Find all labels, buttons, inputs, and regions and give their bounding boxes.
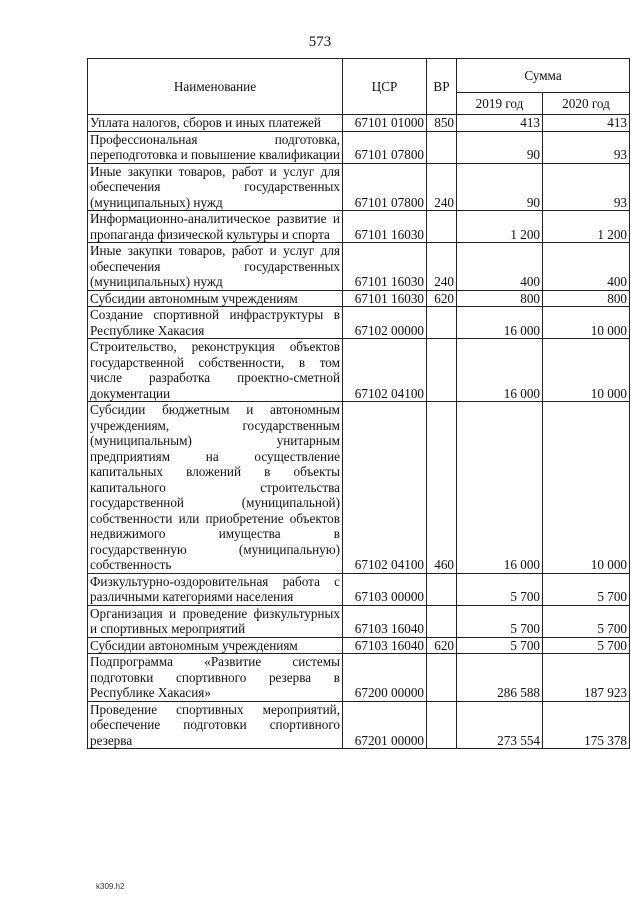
row-sum-2019-cell: 90 [457,131,543,163]
row-csr-cell: 67101 07800 [343,163,427,211]
row-name-cell: Подпрограмма «Развитие системы подготовки спортивного резерва в Республике Хакасия» [88,654,343,702]
row-sum-2020-cell: 10 000 [543,402,630,574]
row-sum-2019-cell: 5 700 [457,637,543,654]
row-name-cell: Иные закупки товаров, работ и услуг для обеспечения государственных (муниципальных) нужд [88,163,343,211]
table-row [88,605,630,637]
row-sum-2019-cell: 90 [457,163,543,211]
row-sum-2020-cell: 5 700 [543,637,630,654]
row-sum-2020-cell: 413 [543,115,630,132]
page-number: 573 [308,34,332,50]
row-sum-2019-cell: 273 554 [457,701,543,749]
header-vr: ВР [427,59,457,115]
table-row [88,307,630,339]
row-sum-2019-cell: 5 700 [457,605,543,637]
row-name-cell: Организация и проведение физкультурных и спортивных мероприятий [88,605,343,637]
table-row [88,701,630,749]
row-csr-cell: 67102 04100 [343,339,427,402]
table-header [88,59,630,115]
row-name-cell: Проведение спортивных мероприятий, обеспечение подготовки спортивного резерва [88,701,343,749]
header-sum: Сумма [457,59,630,93]
table-row [88,402,630,574]
row-csr-cell: 67101 16030 [343,290,427,307]
row-csr-cell: 67200 00000 [343,654,427,702]
row-csr-cell: 67103 00000 [343,573,427,605]
row-vr-cell [427,131,457,163]
row-vr-cell: 620 [427,637,457,654]
row-sum-2020-cell: 400 [543,243,630,291]
row-name-cell: Иные закупки товаров, работ и услуг для обеспечения государственных (муниципальных) нужд [88,243,343,291]
row-csr-cell: 67103 16040 [343,637,427,654]
header-year-2019: 2019 год [457,92,543,114]
budget-table [87,58,630,749]
row-sum-2020-cell: 800 [543,290,630,307]
row-csr-cell: 67103 16040 [343,605,427,637]
row-sum-2020-cell: 10 000 [543,339,630,402]
row-vr-cell [427,211,457,243]
header-csr: ЦСР [343,59,427,115]
row-name-cell: Субсидии бюджетным и автономным учреждениям, государственным (муниципальным) унитарным предприятиям на осуществление капитальных вложений в объекты капитального строительства государственной (муниципальной) собственности или приобретение объектов недвижимого имущества в государственную (муниципальную) собственность [88,402,343,574]
row-sum-2020-cell: 93 [543,131,630,163]
row-sum-2019-cell: 1 200 [457,211,543,243]
table-row [88,637,630,654]
row-csr-cell: 67101 07800 [343,131,427,163]
footer-code: k309.h2 [96,882,125,891]
row-sum-2020-cell: 5 700 [543,573,630,605]
row-sum-2019-cell: 286 588 [457,654,543,702]
row-sum-2019-cell: 5 700 [457,573,543,605]
table-row [88,290,630,307]
table-row [88,115,630,132]
row-sum-2019-cell: 16 000 [457,307,543,339]
row-sum-2019-cell: 16 000 [457,402,543,574]
row-csr-cell: 67102 04100 [343,402,427,574]
row-vr-cell: 850 [427,115,457,132]
table-row [88,131,630,163]
row-vr-cell [427,339,457,402]
row-name-cell: Создание спортивной инфраструктуры в Республике Хакасия [88,307,343,339]
row-csr-cell: 67101 01000 [343,115,427,132]
row-sum-2019-cell: 16 000 [457,339,543,402]
row-csr-cell: 67201 00000 [343,701,427,749]
row-name-cell: Физкультурно-оздоровительная работа с различными категориями населения [88,573,343,605]
row-csr-cell: 67102 00000 [343,307,427,339]
row-vr-cell [427,307,457,339]
row-sum-2019-cell: 400 [457,243,543,291]
table-row [88,243,630,291]
row-sum-2020-cell: 5 700 [543,605,630,637]
row-csr-cell: 67101 16030 [343,243,427,291]
row-sum-2020-cell: 1 200 [543,211,630,243]
row-name-cell: Профессиональная подготовка, переподготовка и повышение квалификации [88,131,343,163]
table-body [88,115,630,749]
row-vr-cell [427,605,457,637]
header-year-2020: 2020 год [543,92,630,114]
table-row [88,654,630,702]
header-name: Наименование [88,59,343,115]
row-vr-cell: 620 [427,290,457,307]
row-sum-2020-cell: 10 000 [543,307,630,339]
row-sum-2020-cell: 93 [543,163,630,211]
row-name-cell: Субсидии автономным учреждениям [88,290,343,307]
table-row [88,163,630,211]
row-name-cell: Уплата налогов, сборов и иных платежей [88,115,343,132]
row-name-cell: Строительство, реконструкция объектов государственной собственности, в том числе разработка проектно-сметной документации [88,339,343,402]
row-vr-cell: 240 [427,163,457,211]
row-sum-2020-cell: 187 923 [543,654,630,702]
row-sum-2019-cell: 413 [457,115,543,132]
row-vr-cell: 240 [427,243,457,291]
row-csr-cell: 67101 16030 [343,211,427,243]
row-vr-cell [427,701,457,749]
row-vr-cell: 460 [427,402,457,574]
row-name-cell: Информационно-аналитическое развитие и пропаганда физической культуры и спорта [88,211,343,243]
row-sum-2019-cell: 800 [457,290,543,307]
row-vr-cell [427,654,457,702]
table-row [88,211,630,243]
row-name-cell: Субсидии автономным учреждениям [88,637,343,654]
table-row [88,339,630,402]
row-sum-2020-cell: 175 378 [543,701,630,749]
row-vr-cell [427,573,457,605]
table-row [88,573,630,605]
